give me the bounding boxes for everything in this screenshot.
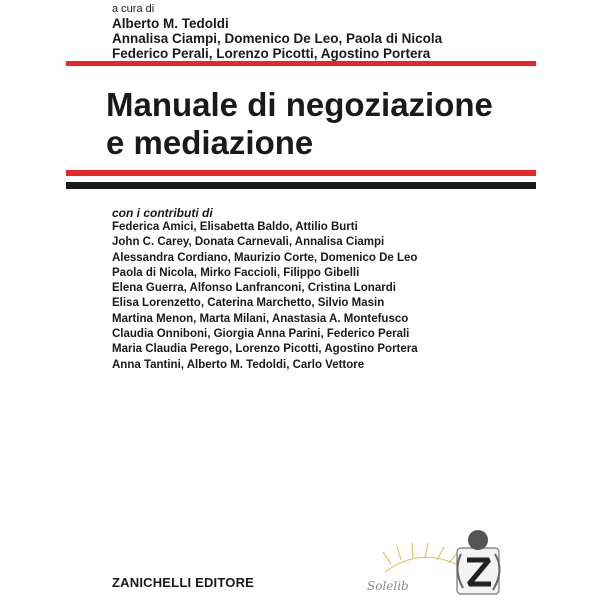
- contributors-line: Martina Menon, Marta Milani, Anastasia A. Montefusco: [112, 312, 409, 325]
- contributors-intro: con i contributi di: [112, 206, 213, 220]
- contributors-line: Elisa Lorenzetto, Caterina Marchetto, Silvio Masin: [112, 297, 385, 310]
- sun-rays-icon: [383, 543, 460, 572]
- editor-line: Federico Perali, Lorenzo Picotti, Agostino Portera: [112, 46, 431, 61]
- book-title: [106, 86, 493, 162]
- solelibri-logo-icon: [365, 518, 515, 600]
- top-red-rule: [66, 61, 536, 66]
- title-line: e mediazione: [106, 124, 314, 161]
- contributors-line: John C. Carey, Donata Carnevali, Annalisa Ciampi: [112, 236, 385, 249]
- contributors-line: Anna Tantini, Alberto M. Tedoldi, Carlo Vettore: [112, 358, 365, 371]
- contributors-line: Elena Guerra, Alfonso Lanfranconi, Cristina Lonardi: [112, 282, 396, 295]
- logo-text: Solelib: [367, 579, 409, 593]
- editor-line: Annalisa Ciampi, Domenico De Leo, Paola di Nicola: [112, 31, 443, 46]
- editor-line: Alberto M. Tedoldi: [112, 16, 229, 31]
- contributors-line: Alessandra Cordiano, Maurizio Corte, Domenico De Leo: [112, 251, 418, 264]
- contributors-line: Maria Claudia Perego, Lorenzo Picotti, Agostino Portera: [112, 343, 418, 356]
- middle-red-rule: [66, 170, 536, 176]
- editor-intro: a cura di: [112, 3, 155, 15]
- editors-block: [112, 2, 442, 61]
- contributors-block: [112, 206, 418, 373]
- publisher-name: ZANICHELLI EDITORE: [112, 575, 255, 590]
- contributors-line: Claudia Onniboni, Giorgia Anna Parini, Federico Perali: [112, 328, 410, 341]
- contributors-line: Federica Amici, Elisabetta Baldo, Attilio Burti: [112, 221, 358, 233]
- z-ornament-icon: [457, 530, 500, 594]
- contributors-line: Paola di Nicola, Mirko Faccioli, Filippo Gibelli: [112, 266, 360, 279]
- title-line: Manuale di negoziazione: [106, 86, 493, 123]
- middle-black-rule: [66, 182, 536, 189]
